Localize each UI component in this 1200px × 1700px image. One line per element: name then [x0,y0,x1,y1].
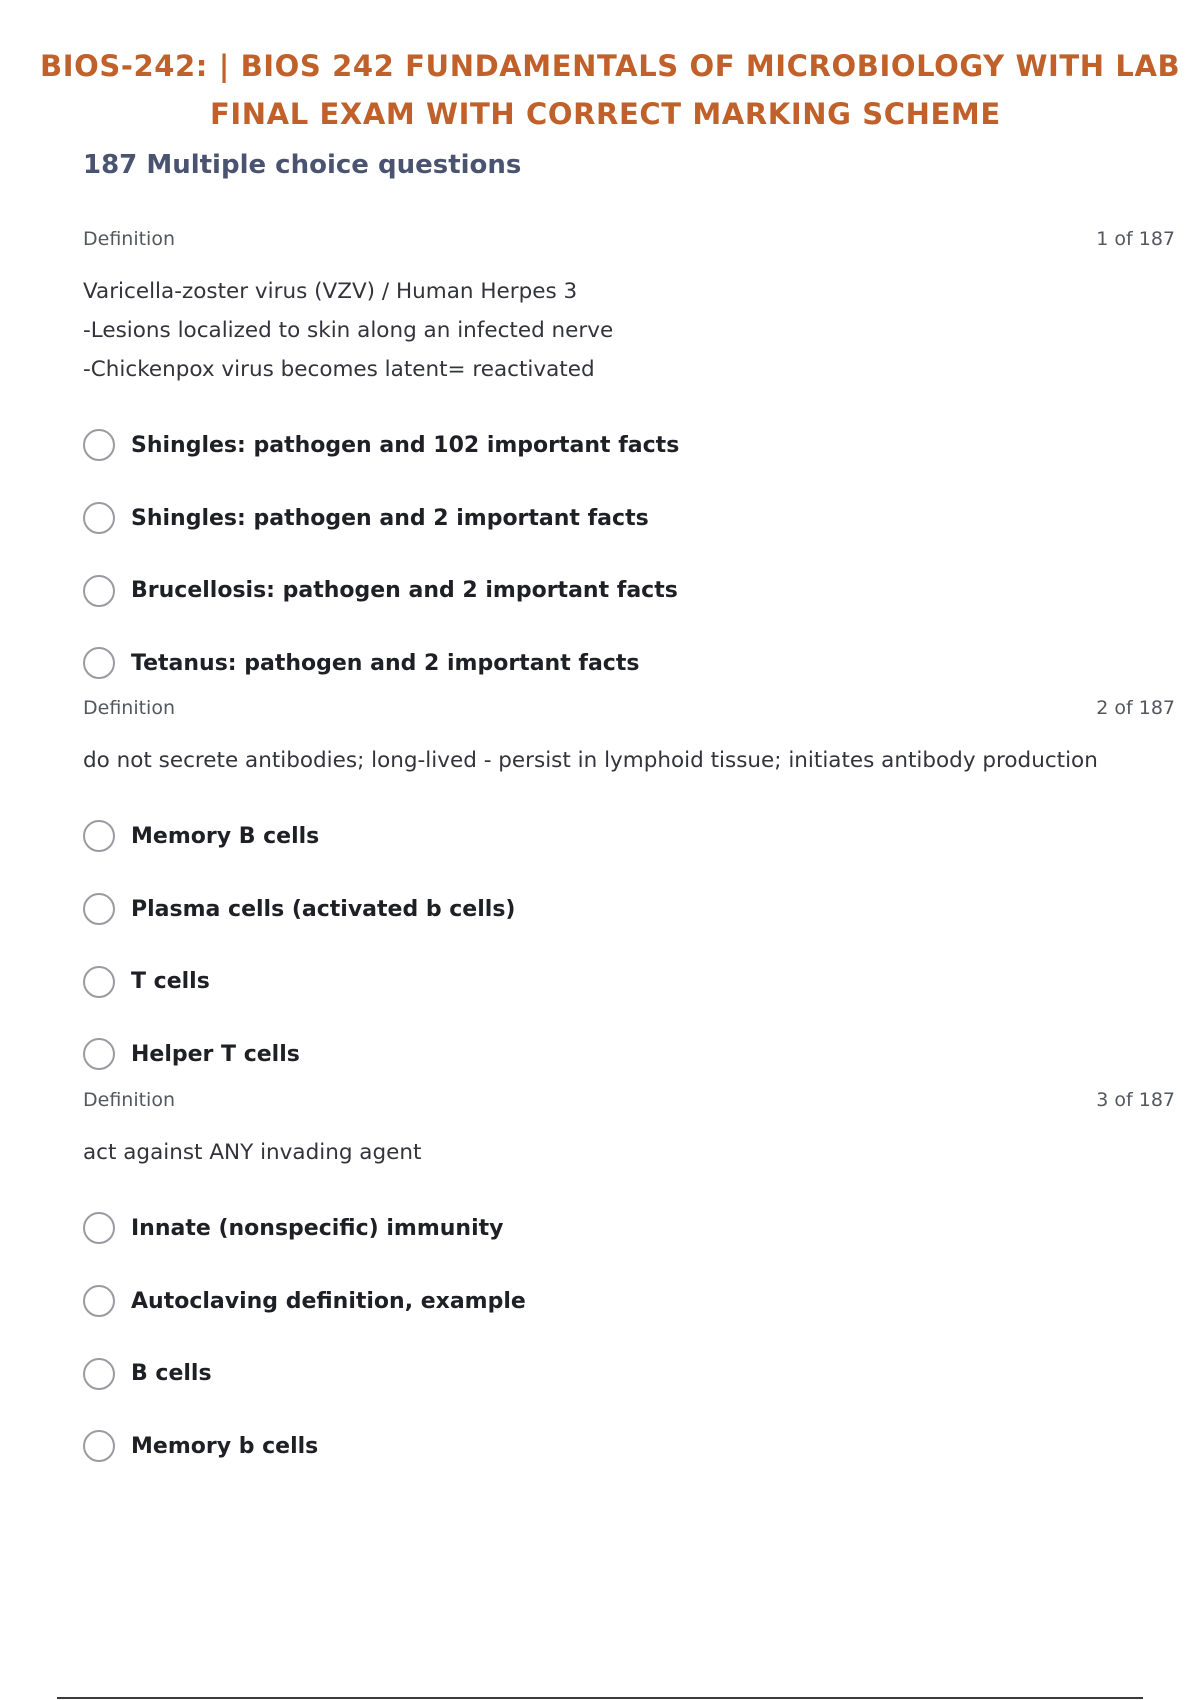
document-title [0,42,1200,138]
answer-option[interactable] [83,1410,1175,1483]
answer-option-label: Autoclaving definition, example [131,1288,526,1314]
question-type-label: Definition [83,697,176,719]
answer-option-label: Brucellosis: pathogen and 2 important facts [131,578,678,604]
answer-option[interactable] [83,873,1175,946]
answer-options [83,800,1175,1091]
answer-option[interactable] [83,627,1175,700]
page-divider [57,1697,1143,1699]
answer-option-label: Plasma cells (activated b cells) [131,896,516,922]
answer-option-label: T cells [131,969,210,995]
question-type-label: Definition [83,1089,176,1111]
prompt-line: Varicella-zoster virus (VZV) / Human Herpes 3 [83,279,578,304]
question-2 [83,697,1175,1091]
question-counter: 1 of 187 [1096,228,1175,250]
radio-button[interactable] [83,502,115,534]
question-header [83,697,1175,719]
prompt-line: act against ANY invading agent [83,1140,422,1165]
answer-option[interactable] [83,554,1175,627]
answer-option-label: Memory b cells [131,1433,319,1459]
question-type-label: Definition [83,228,176,250]
answer-option[interactable] [83,945,1175,1018]
answer-option[interactable] [83,800,1175,873]
question-prompt [83,741,1175,780]
prompt-line: -Lesions localized to skin along an infected nerve [83,318,614,343]
answer-option[interactable] [83,409,1175,482]
answer-option-label: Shingles: pathogen and 2 important facts [131,505,649,531]
question-counter: 2 of 187 [1096,697,1175,719]
question-prompt [83,1133,1175,1172]
radio-button[interactable] [83,429,115,461]
radio-button[interactable] [83,820,115,852]
question-prompt [83,272,1175,389]
answer-option[interactable] [83,1337,1175,1410]
question-count-heading: 187 Multiple choice questions [83,150,522,180]
answer-option-label: B cells [131,1361,212,1387]
question-header [83,1089,1175,1111]
answer-options [83,409,1175,700]
radio-button[interactable] [83,575,115,607]
prompt-line: do not secrete antibodies; long-lived - persist in lymphoid tissue; initiates antibody production [83,748,1098,773]
answer-option-label: Shingles: pathogen and 102 important facts [131,432,680,458]
question-3 [83,1089,1175,1483]
radio-button[interactable] [83,1285,115,1317]
document-title-line-2: FINAL EXAM WITH CORRECT MARKING SCHEME [210,97,1001,131]
question-counter: 3 of 187 [1096,1089,1175,1111]
answer-option[interactable] [83,1192,1175,1265]
question-header [83,228,1175,250]
radio-button[interactable] [83,893,115,925]
answer-option-label: Tetanus: pathogen and 2 important facts [131,650,640,676]
answer-options [83,1192,1175,1483]
question-1 [83,228,1175,700]
radio-button[interactable] [83,647,115,679]
answer-option-label: Memory B cells [131,823,320,849]
document-title-line-1: BIOS-242: | BIOS 242 FUNDAMENTALS OF MICROBIOLOGY WITH LAB [40,49,1181,83]
radio-button[interactable] [83,1430,115,1462]
answer-option-label: Helper T cells [131,1041,300,1067]
answer-option[interactable] [83,1018,1175,1091]
radio-button[interactable] [83,1038,115,1070]
answer-option[interactable] [83,1265,1175,1338]
radio-button[interactable] [83,1358,115,1390]
radio-button[interactable] [83,1212,115,1244]
radio-button[interactable] [83,966,115,998]
answer-option[interactable] [83,482,1175,555]
prompt-line: -Chickenpox virus becomes latent= reactivated [83,357,595,382]
answer-option-label: Innate (nonspecific) immunity [131,1215,504,1241]
